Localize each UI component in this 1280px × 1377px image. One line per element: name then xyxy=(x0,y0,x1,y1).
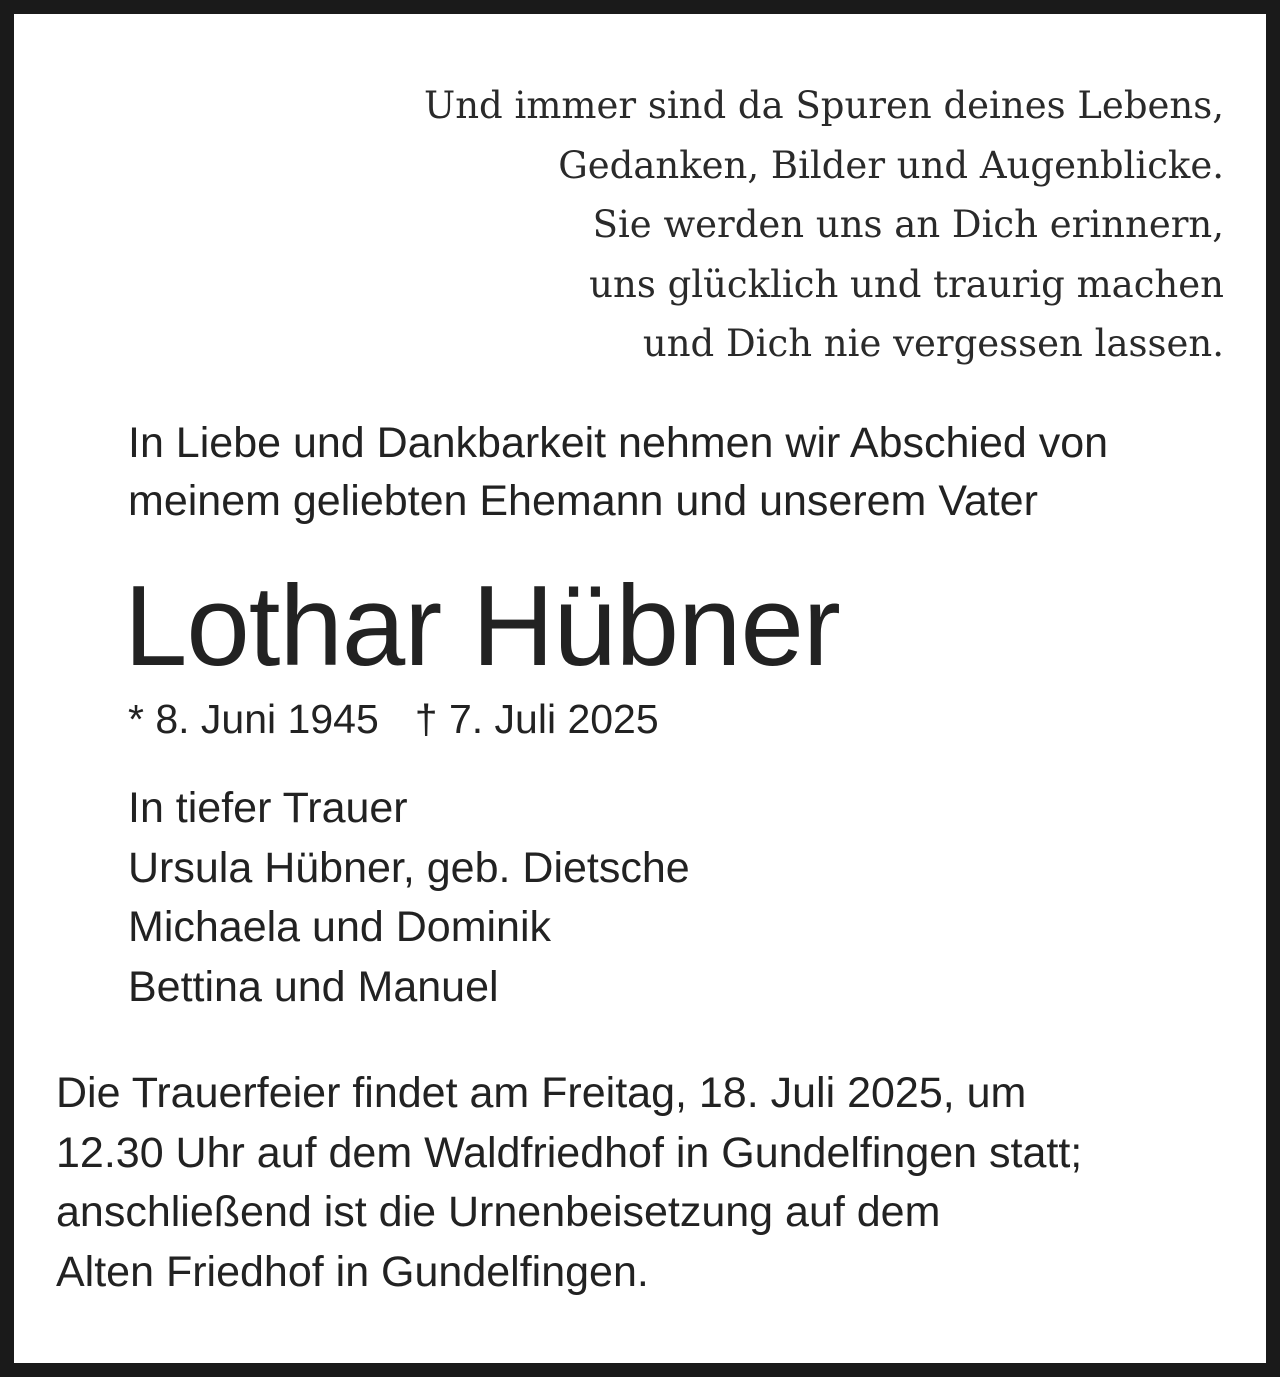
life-dates xyxy=(128,694,659,744)
intro-line: In Liebe und Dankbarkeit nehmen wir Abschied von xyxy=(128,419,1109,467)
ceremony-line: 12.30 Uhr auf dem Waldfriedhof in Gundelfingen statt; xyxy=(56,1128,1083,1177)
intro-line: meinem geliebten Ehemann und unserem Vater xyxy=(128,477,1038,525)
mourner-name: Ursula Hübner, geb. Dietsche xyxy=(128,843,690,892)
death-date: † 7. Juli 2025 xyxy=(414,696,659,742)
mourners-list xyxy=(128,779,690,1017)
farewell-intro xyxy=(128,414,1108,530)
ceremony-details xyxy=(56,1064,1082,1302)
poem-line: und Dich nie vergessen lassen. xyxy=(642,322,1224,365)
obituary-notice xyxy=(14,14,1266,1363)
ceremony-line: anschließend ist die Urnenbeisetzung auf dem xyxy=(56,1188,941,1236)
ceremony-line: Alten Friedhof in Gundelfingen. xyxy=(56,1247,649,1296)
mourner-name: Michaela und Dominik xyxy=(128,903,552,951)
mourner-name: Bettina und Manuel xyxy=(128,962,499,1011)
deceased-name: Lothar Hübner xyxy=(124,563,840,690)
poem-line: uns glücklich und traurig machen xyxy=(589,262,1224,306)
poem-line: Sie werden uns an Dich erinnern, xyxy=(592,203,1224,246)
memorial-poem xyxy=(424,76,1224,374)
birth-date: * 8. Juni 1945 xyxy=(128,696,379,742)
mourners-heading: In tiefer Trauer xyxy=(128,784,408,832)
poem-line: Und immer sind da Spuren deines Lebens, xyxy=(424,84,1224,127)
poem-line: Gedanken, Bilder und Augenblicke. xyxy=(558,143,1224,187)
ceremony-line: Die Trauerfeier findet am Freitag, 18. Juli 2025, um xyxy=(56,1069,1027,1117)
